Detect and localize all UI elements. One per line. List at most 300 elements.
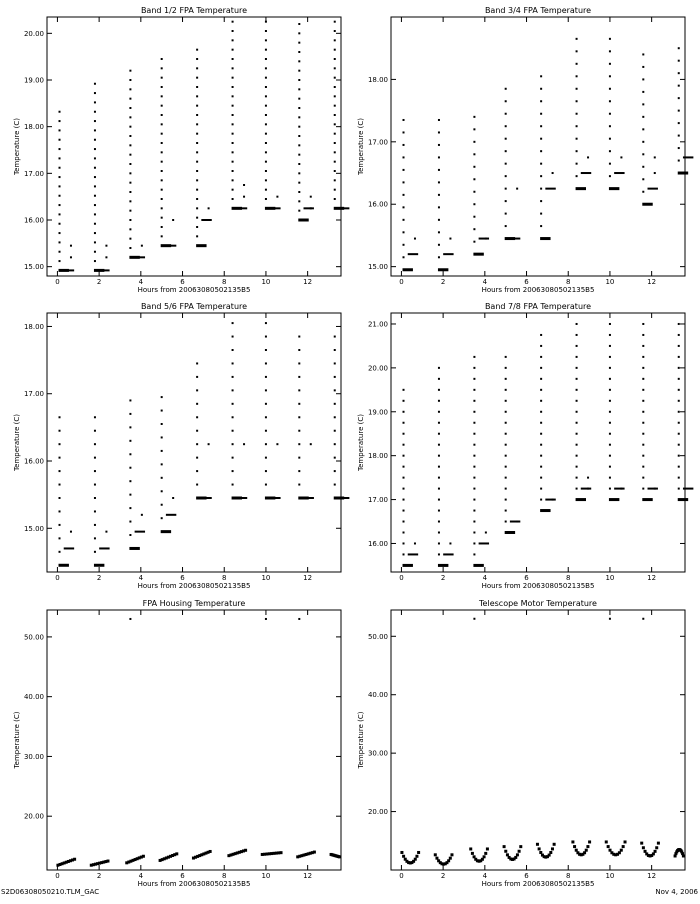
data-point xyxy=(449,857,452,860)
data-point xyxy=(334,30,336,32)
data-point xyxy=(609,455,611,457)
data-point xyxy=(265,77,267,79)
data-point xyxy=(298,172,300,174)
data-point-plateau xyxy=(545,499,555,501)
data-point xyxy=(678,345,680,347)
data-point-baseline xyxy=(438,268,448,271)
x-tick-label: 2 xyxy=(96,278,102,286)
data-point xyxy=(196,142,198,144)
data-point xyxy=(94,551,96,553)
x-axis-label: Hours from 20063080502135B5 xyxy=(137,880,251,888)
y-axis-label: Temperature (C) xyxy=(357,414,365,471)
data-point xyxy=(161,105,163,107)
data-point xyxy=(232,30,234,32)
data-point xyxy=(94,457,96,459)
data-point xyxy=(265,151,267,153)
data-point xyxy=(540,345,542,347)
x-axis-label: Hours from 20063080502135B5 xyxy=(481,880,595,888)
data-point xyxy=(540,389,542,391)
data-point xyxy=(161,67,163,69)
data-point xyxy=(678,378,680,380)
data-point xyxy=(334,457,336,459)
plot-frame xyxy=(47,17,341,276)
y-tick-label: 30.00 xyxy=(23,752,44,761)
data-point xyxy=(576,334,578,336)
data-point xyxy=(334,430,336,432)
data-point xyxy=(576,138,578,140)
data-point xyxy=(642,128,644,130)
data-point xyxy=(94,139,96,141)
data-point xyxy=(609,63,611,65)
data-point xyxy=(438,542,440,544)
data-point xyxy=(655,846,658,849)
data-point xyxy=(473,433,475,435)
data-point xyxy=(609,356,611,358)
data-point xyxy=(435,857,438,860)
data-point xyxy=(298,70,300,72)
data-point xyxy=(505,88,507,90)
data-point xyxy=(484,852,487,855)
y-tick-label: 18.00 xyxy=(367,452,388,461)
data-point xyxy=(609,113,611,115)
data-point xyxy=(642,422,644,424)
data-point xyxy=(94,416,96,418)
data-point xyxy=(129,534,131,536)
data-point xyxy=(265,21,267,23)
data-point xyxy=(196,95,198,97)
data-point xyxy=(265,105,267,107)
data-point xyxy=(609,323,611,325)
data-point xyxy=(571,840,574,843)
data-point xyxy=(473,510,475,512)
x-tick-label: 12 xyxy=(303,872,313,880)
data-point xyxy=(505,175,507,177)
data-point xyxy=(298,210,300,212)
data-point xyxy=(609,389,611,391)
data-point-plateau xyxy=(99,269,109,271)
data-point xyxy=(196,389,198,391)
data-point xyxy=(265,322,267,324)
data-point xyxy=(59,260,61,262)
data-point xyxy=(438,119,440,121)
data-point xyxy=(473,542,475,544)
data-point xyxy=(438,477,440,479)
data-point xyxy=(59,120,61,122)
data-point-side xyxy=(485,238,487,240)
data-point xyxy=(576,455,578,457)
data-point-plateau xyxy=(99,547,109,549)
data-point xyxy=(59,457,61,459)
data-point xyxy=(59,185,61,187)
x-tick-label: 0 xyxy=(399,278,404,286)
data-point xyxy=(94,92,96,94)
data-point xyxy=(94,185,96,187)
data-point-plateau xyxy=(339,207,349,209)
data-point xyxy=(473,400,475,402)
y-tick-label: 18.00 xyxy=(23,322,44,331)
data-point xyxy=(142,855,145,858)
x-tick-label: 6 xyxy=(524,278,529,286)
x-tick-label: 4 xyxy=(482,872,488,880)
data-point xyxy=(403,477,405,479)
data-point xyxy=(585,849,588,852)
data-point xyxy=(129,494,131,496)
data-point xyxy=(59,139,61,141)
data-point xyxy=(59,551,61,553)
y-tick-label: 21.00 xyxy=(367,320,388,329)
data-point xyxy=(196,430,198,432)
data-point xyxy=(415,855,418,858)
data-point xyxy=(642,66,644,68)
y-tick-label: 16.00 xyxy=(367,200,388,209)
x-tick-label: 2 xyxy=(440,574,446,582)
x-tick-label: 12 xyxy=(647,872,657,880)
data-point xyxy=(505,510,507,512)
data-point xyxy=(129,467,131,469)
data-point xyxy=(94,524,96,526)
data-point xyxy=(232,376,234,378)
data-point xyxy=(196,58,198,60)
data-point xyxy=(232,39,234,41)
data-point-plateau xyxy=(237,207,247,209)
data-point-plateau xyxy=(64,269,74,271)
data-point xyxy=(400,851,403,854)
data-point-plateau xyxy=(201,219,211,221)
data-point xyxy=(576,113,578,115)
data-point xyxy=(298,349,300,351)
data-point xyxy=(438,194,440,196)
x-tick-label: 8 xyxy=(565,872,571,880)
data-point xyxy=(434,853,437,856)
data-point xyxy=(175,852,178,855)
data-point xyxy=(536,843,539,846)
data-point xyxy=(334,151,336,153)
data-point-side xyxy=(243,184,245,186)
data-point xyxy=(298,116,300,118)
data-point-baseline xyxy=(59,564,69,567)
data-point xyxy=(209,850,212,853)
data-point xyxy=(403,256,405,258)
y-tick-label: 50.00 xyxy=(367,632,388,641)
data-point xyxy=(618,851,621,854)
data-point xyxy=(505,225,507,227)
data-point-side xyxy=(516,521,518,523)
data-point-side xyxy=(243,443,245,445)
y-tick-label: 17.00 xyxy=(23,390,44,399)
data-point xyxy=(678,110,680,112)
data-point xyxy=(505,138,507,140)
data-point xyxy=(609,345,611,347)
data-point xyxy=(505,213,507,215)
y-tick-label: 50.00 xyxy=(23,633,44,642)
data-point xyxy=(678,455,680,457)
data-point xyxy=(540,334,542,336)
data-point xyxy=(403,231,405,233)
data-point xyxy=(334,403,336,405)
data-point-plateau xyxy=(510,238,520,240)
data-point xyxy=(505,444,507,446)
data-point xyxy=(505,163,507,165)
data-point xyxy=(540,100,542,102)
data-point xyxy=(609,411,611,413)
data-point xyxy=(129,480,131,482)
data-point-side xyxy=(105,256,107,258)
data-point xyxy=(403,169,405,171)
data-point xyxy=(473,531,475,533)
data-point-baseline xyxy=(540,509,550,512)
data-point-side xyxy=(70,256,72,258)
data-point xyxy=(516,853,519,856)
data-point xyxy=(196,49,198,51)
data-point xyxy=(678,477,680,479)
data-point xyxy=(94,195,96,197)
data-point xyxy=(129,426,131,428)
data-point xyxy=(609,88,611,90)
data-point xyxy=(265,58,267,60)
data-point xyxy=(196,362,198,364)
data-point xyxy=(438,466,440,468)
data-point xyxy=(642,116,644,118)
data-point-side xyxy=(654,172,656,174)
data-point xyxy=(196,114,198,116)
y-tick-label: 17.00 xyxy=(23,169,44,178)
data-point xyxy=(232,67,234,69)
data-point xyxy=(232,179,234,181)
data-point xyxy=(232,142,234,144)
data-point xyxy=(334,133,336,135)
data-point-side xyxy=(449,238,451,240)
data-point xyxy=(642,345,644,347)
data-point xyxy=(298,430,300,432)
data-point xyxy=(265,161,267,163)
data-point xyxy=(438,422,440,424)
data-point xyxy=(94,176,96,178)
data-point xyxy=(265,416,267,418)
chart-panel-5 xyxy=(13,599,341,888)
data-point xyxy=(438,411,440,413)
data-point xyxy=(403,422,405,424)
data-point xyxy=(678,389,680,391)
data-point xyxy=(403,553,405,555)
data-point xyxy=(59,524,61,526)
data-point xyxy=(438,378,440,380)
data-point-plateau xyxy=(166,245,176,247)
data-point xyxy=(334,484,336,486)
data-point-side xyxy=(552,499,554,501)
data-point xyxy=(438,169,440,171)
data-point-baseline xyxy=(576,187,586,190)
data-point xyxy=(196,226,198,228)
data-point xyxy=(642,444,644,446)
data-point xyxy=(417,851,420,854)
data-point xyxy=(265,39,267,41)
data-point xyxy=(642,378,644,380)
data-point-side xyxy=(141,245,143,247)
y-axis-label: Temperature (C) xyxy=(13,118,21,175)
x-tick-label: 0 xyxy=(55,278,60,286)
data-point xyxy=(678,334,680,336)
data-point xyxy=(609,138,611,140)
data-point xyxy=(334,105,336,107)
data-point xyxy=(576,38,578,40)
data-point xyxy=(298,457,300,459)
chart-title: Telescope Motor Temperature xyxy=(479,599,597,608)
data-point xyxy=(232,58,234,60)
data-point-side xyxy=(310,207,312,209)
data-point xyxy=(334,67,336,69)
data-point xyxy=(232,198,234,200)
data-point xyxy=(540,488,542,490)
chart-panel-4 xyxy=(357,302,693,590)
data-point xyxy=(642,153,644,155)
data-point xyxy=(59,223,61,225)
y-axis-label: Temperature (C) xyxy=(13,414,21,471)
data-point xyxy=(129,247,131,249)
data-point xyxy=(161,450,163,452)
data-point xyxy=(129,191,131,193)
data-point xyxy=(129,200,131,202)
data-point xyxy=(540,75,542,77)
data-point xyxy=(59,251,61,253)
data-point xyxy=(298,470,300,472)
x-tick-label: 0 xyxy=(55,574,60,582)
data-point xyxy=(334,123,336,125)
y-tick-label: 17.00 xyxy=(367,496,388,505)
data-point xyxy=(265,349,267,351)
data-point xyxy=(505,499,507,501)
data-point xyxy=(298,416,300,418)
data-point xyxy=(583,851,586,854)
data-point xyxy=(438,444,440,446)
data-point xyxy=(576,125,578,127)
x-tick-label: 10 xyxy=(605,872,615,880)
data-point-side xyxy=(172,219,174,221)
data-point xyxy=(334,416,336,418)
data-point xyxy=(94,148,96,150)
data-point xyxy=(576,422,578,424)
data-point xyxy=(609,466,611,468)
data-point xyxy=(609,100,611,102)
x-tick-label: 2 xyxy=(96,872,102,880)
data-point-side xyxy=(485,531,487,533)
data-point xyxy=(161,423,163,425)
data-point xyxy=(265,362,267,364)
y-tick-label: 15.00 xyxy=(23,524,44,533)
data-point xyxy=(438,433,440,435)
data-point xyxy=(576,150,578,152)
data-point-baseline xyxy=(473,253,483,256)
data-point-plateau xyxy=(237,497,247,499)
data-point-side xyxy=(105,531,107,533)
data-point xyxy=(94,120,96,122)
data-point xyxy=(473,455,475,457)
data-point-plateau xyxy=(545,188,555,190)
data-point xyxy=(129,107,131,109)
data-point xyxy=(642,78,644,80)
data-point xyxy=(642,389,644,391)
data-point xyxy=(576,163,578,165)
y-tick-label: 30.00 xyxy=(367,749,388,758)
data-point xyxy=(609,163,611,165)
data-point xyxy=(161,95,163,97)
data-point xyxy=(576,50,578,52)
data-point xyxy=(403,389,405,391)
data-point xyxy=(473,228,475,230)
data-point xyxy=(94,251,96,253)
data-point xyxy=(196,123,198,125)
y-tick-label: 19.00 xyxy=(23,76,44,85)
data-point-spike xyxy=(473,618,475,620)
data-point xyxy=(538,847,541,850)
data-point-side xyxy=(141,514,143,516)
data-point xyxy=(519,845,522,848)
plot-frame xyxy=(391,17,685,276)
data-point-plateau xyxy=(408,553,418,555)
data-point xyxy=(624,840,627,843)
data-point xyxy=(540,444,542,446)
data-point xyxy=(232,484,234,486)
data-point xyxy=(265,198,267,200)
data-point xyxy=(473,521,475,523)
x-tick-label: 10 xyxy=(261,278,271,286)
data-point xyxy=(403,488,405,490)
x-axis-label: Hours from 20063080502135B5 xyxy=(481,286,595,294)
data-point xyxy=(540,225,542,227)
data-point xyxy=(129,144,131,146)
data-point xyxy=(609,38,611,40)
x-tick-label: 12 xyxy=(303,574,313,582)
chart-panel-6 xyxy=(357,599,685,888)
data-point xyxy=(576,378,578,380)
data-point xyxy=(438,131,440,133)
data-point xyxy=(609,150,611,152)
data-point xyxy=(129,228,131,230)
data-point xyxy=(59,497,61,499)
data-point xyxy=(447,859,450,862)
chart-panel-1 xyxy=(13,6,349,294)
data-point xyxy=(129,172,131,174)
data-point-side xyxy=(276,443,278,445)
data-point xyxy=(129,70,131,72)
data-point-side xyxy=(208,443,210,445)
data-point xyxy=(334,336,336,338)
data-point-baseline xyxy=(438,564,448,567)
data-point-plateau xyxy=(614,172,624,174)
data-point xyxy=(196,235,198,237)
data-point xyxy=(473,367,475,369)
data-point xyxy=(313,851,316,854)
data-point xyxy=(473,411,475,413)
data-point xyxy=(576,466,578,468)
x-tick-label: 6 xyxy=(180,278,185,286)
data-point xyxy=(265,179,267,181)
data-point-side xyxy=(654,488,656,490)
data-point xyxy=(129,154,131,156)
data-point xyxy=(232,457,234,459)
x-tick-label: 4 xyxy=(138,278,144,286)
data-point xyxy=(438,231,440,233)
data-point xyxy=(232,21,234,23)
data-point-plateau xyxy=(201,497,211,499)
data-point xyxy=(644,850,647,853)
data-point xyxy=(540,356,542,358)
data-point xyxy=(609,50,611,52)
data-point xyxy=(473,466,475,468)
data-point xyxy=(642,846,645,849)
data-point xyxy=(59,176,61,178)
data-point xyxy=(642,178,644,180)
data-point xyxy=(540,400,542,402)
